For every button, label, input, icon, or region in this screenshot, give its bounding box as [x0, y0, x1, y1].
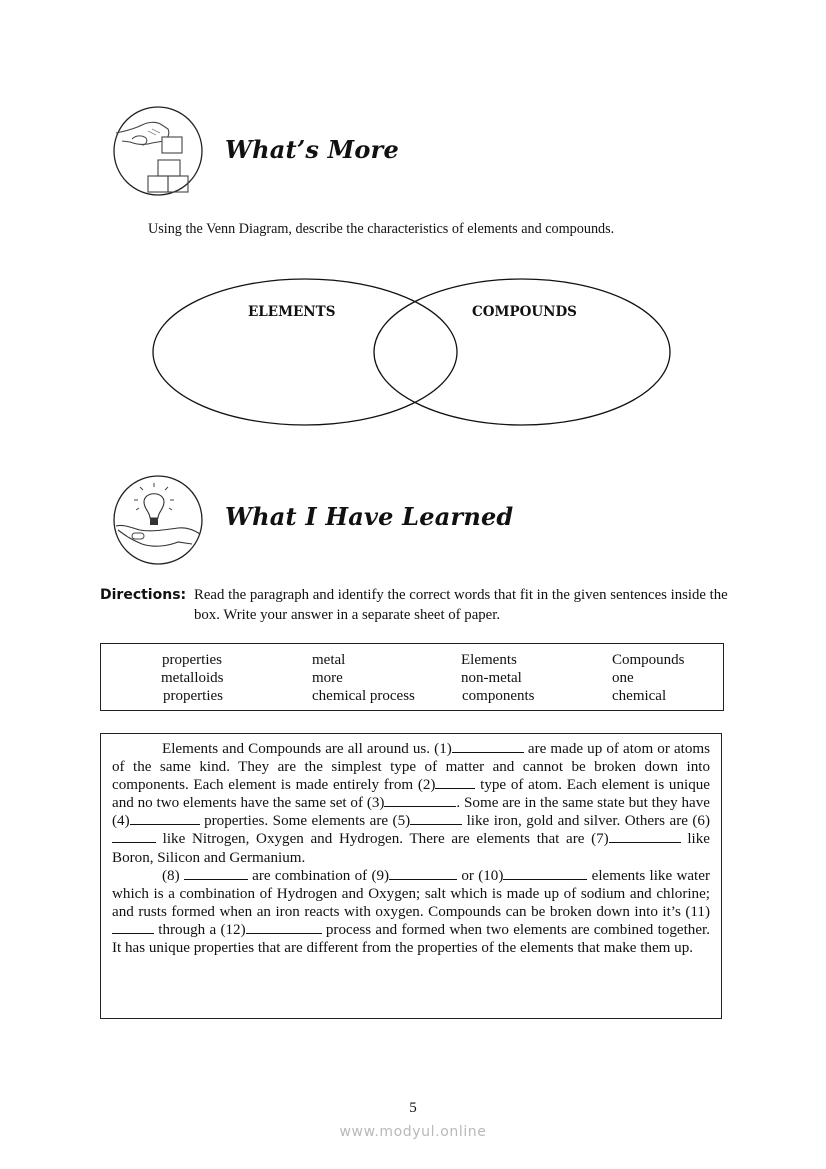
- hand-stacking-blocks-icon: [112, 105, 202, 195]
- word-bank-item: Elements: [461, 652, 517, 668]
- answer-blank-2: [435, 776, 475, 789]
- passage-text: through a (12): [154, 921, 246, 938]
- word-bank-item: metalloids: [161, 670, 224, 686]
- lightbulb-in-hand-icon: [112, 474, 202, 564]
- passage-text: elements like water which is a combination of Hydrogen and Oxygen; salt which is made up of sodium and chlorine; and rusts formed when an iron reacts with oxygen. Compounds can be broken down into it’s (11): [112, 867, 710, 920]
- answer-blank-11: [112, 921, 154, 934]
- passage-text: (8): [162, 867, 184, 884]
- venn-circle-compounds: [374, 279, 670, 425]
- word-bank-item: one: [612, 670, 634, 686]
- page-number: 5: [409, 1100, 417, 1116]
- passage-paragraph-2: [112, 867, 710, 957]
- answer-blank-1: [452, 740, 524, 753]
- word-bank-item: more: [312, 670, 343, 686]
- answer-blank-9: [389, 867, 457, 880]
- answer-blank-12: [246, 921, 322, 934]
- passage-text: Elements and Compounds are all around us. (1): [162, 741, 452, 757]
- passage-text: . Some are in the same state but they have (4): [112, 795, 710, 830]
- answer-blank-6: [112, 830, 156, 843]
- passage-text: or (10): [457, 867, 504, 884]
- venn-diagram: [148, 272, 678, 437]
- word-bank-item: Compounds: [612, 652, 685, 668]
- passage-text: type of atom. Each element is unique and no two elements have the same set of (3): [112, 777, 710, 812]
- venn-label-compounds: COMPOUNDS: [472, 304, 577, 320]
- word-bank-item: metal: [312, 652, 346, 668]
- word-bank-item: chemical: [612, 688, 667, 704]
- answer-blank-4: [130, 812, 200, 825]
- passage-text: like Nitrogen, Oxygen and Hydrogen. There are elements that are (7): [156, 831, 609, 848]
- word-bank-item: properties: [162, 652, 222, 668]
- word-bank-item: components: [462, 688, 535, 704]
- section-title-what-i-have-learned: What I Have Learned: [225, 502, 514, 531]
- passage-text: process and formed when two elements are combined together. It has unique properties that are different from the properties of the elements that make them up.: [112, 921, 710, 957]
- venn-label-elements: ELEMENTS: [248, 304, 336, 320]
- passage-paragraph-1: [112, 740, 710, 867]
- word-bank-item: properties: [163, 688, 223, 704]
- cloze-passage-box: [100, 733, 722, 1019]
- word-bank-box: [100, 643, 724, 711]
- directions-text: Read the paragraph and identify the correct words that fit in the given sentences inside the box. Write your answer in a separate sheet of paper.: [194, 587, 728, 623]
- answer-blank-10: [503, 867, 587, 880]
- venn-instruction: [100, 220, 727, 239]
- passage-text: are combination of (9): [247, 867, 390, 884]
- passage-text: are made up of atom or atoms of the same kind. They are the simplest type of matter and cannot be broken down into components. Each element is made entirely from (2): [112, 741, 710, 794]
- section-title-whats-more: What’s More: [225, 135, 399, 164]
- word-bank-item: chemical process: [312, 688, 415, 704]
- venn-instruction-text: Using the Venn Diagram, describe the characteristics of elements and compounds.: [148, 221, 615, 237]
- word-bank-item: non-metal: [461, 670, 522, 686]
- answer-blank-7: [609, 830, 681, 843]
- answer-blank-5: [410, 812, 462, 825]
- answer-blank-3: [384, 794, 456, 807]
- directions-label: Directions:: [100, 587, 187, 603]
- passage-text: like Boron, Silicon and Germanium.: [112, 831, 710, 866]
- watermark: www.modyul.online: [339, 1124, 487, 1140]
- answer-blank-8: [184, 867, 248, 880]
- venn-circle-elements: [153, 279, 457, 425]
- passage-text: properties. Some elements are (5): [199, 813, 411, 830]
- passage-text: like iron, gold and silver. Others are (6): [462, 813, 710, 830]
